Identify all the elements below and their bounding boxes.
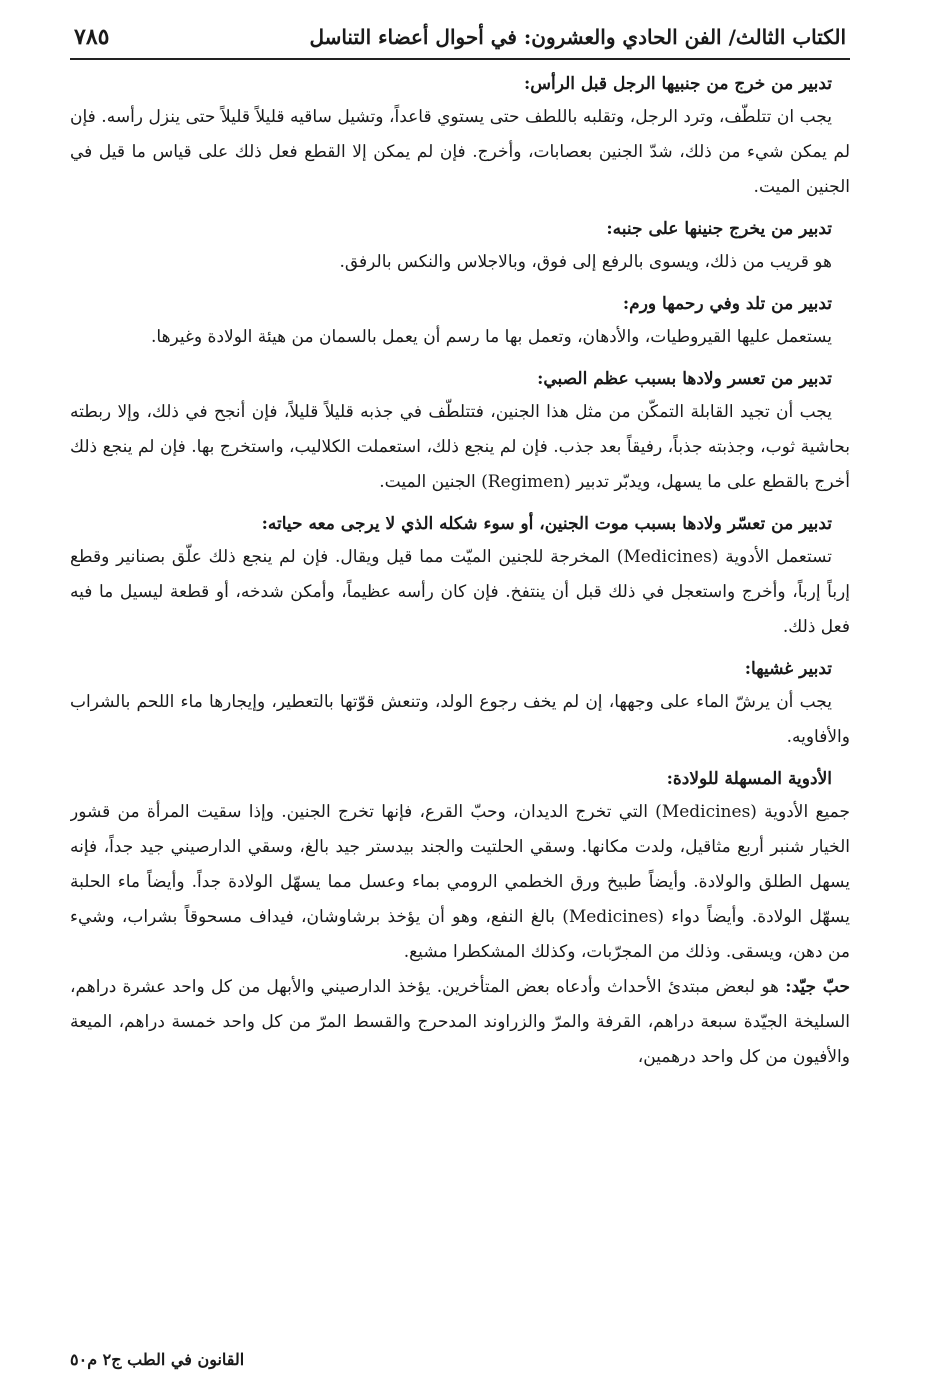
page-body bbox=[70, 70, 850, 1075]
section-paragraph: جميع الأدوية (Medicines) التي تخرج الديدان، وحبّ القرع، فإنها تخرج الجنين. وإذا سقيت المرأة من قشور الخيار شنبر أربع مثاقيل، ولدت مكانها. وسقي الحلتيت والجند بيدستر جيد بالغ، وسقي الدارصيني جيد جداً، فإنه يسهل الطلق والولادة. وأيضاً طبيخ ورق الخطمي الرومي بماء وعسل مما يسهّل الولادة جداً. وأيضاً ماء الحلبة يسهّل الولادة. وأيضاً دواء (Medicines) بالغ النفع، وهو أن يؤخذ برشاوشان، فيداف مسحوقاً بشراب، وشيء من دهن، ويسقى. وذلك من المجرّبات، وكذلك المشكطرا مشيع. bbox=[70, 802, 850, 962]
section-paragraph: يستعمل عليها القيروطيات، والأدهان، وتعمل بها ما رسم أن يعمل بالسمان من هيئة الولادة وغيرها. bbox=[150, 327, 832, 347]
section-paragraph: تستعمل الأدوية (Medicines) المخرجة للجنين الميّت مما قيل ويقال. فإن لم ينجع ذلك علّق بصنانير وقطع إرباً إرباً، وأخرج واستعجل في ذلك قبل أن ينتفخ. فإن كان رأسه عظيماً، وأمكن شدخه، أو قطعة ليسيل ما فيه فعل ذلك. bbox=[70, 547, 850, 637]
section-paragraph: هو قريب من ذلك، ويسوى بالرفع إلى فوق، وبالاجلاس والنكس بالرفق. bbox=[339, 252, 832, 272]
section-heading: تدبير غشيها: bbox=[744, 659, 832, 679]
section-fainting bbox=[70, 655, 850, 755]
section-heading: الأدوية المسهلة للولادة: bbox=[666, 769, 832, 789]
section-heading: تدبير من يخرج جنينها على جنبه: bbox=[606, 219, 832, 239]
book-page bbox=[70, 22, 850, 1372]
section-heading: تدبير من تعسر ولادها بسبب عظم الصبي: bbox=[537, 369, 832, 389]
section-heading: تدبير من خرج من جنبيها الرجل قبل الرأس: bbox=[523, 74, 832, 94]
section-paragraph: يجب أن يرشّ الماء على وجهها، إن لم يخف رجوع الولد، وتنعش قوّتها بالتعطير، وإيجارها ماء اللحم بالشراب والأفاويه. bbox=[70, 692, 850, 747]
section-uterine-swelling bbox=[70, 290, 850, 355]
section-paragraph: يجب ان تتلطّف، وترد الرجل، وتقلبه باللطف حتى يستوي قاعداً، وتشيل ساقيه قليلاً قليلاً حتى ينزل رأسه. فإن لم يمكن شيء من ذلك، شدّ الجنين بعصابات، وأخرج. فإن لم يمكن إلا القطع فعل ذلك على قياس ما قيل في الجنين الميت. bbox=[70, 107, 850, 197]
running-header bbox=[70, 22, 850, 60]
running-title: الكتاب الثالث/ الفن الحادي والعشرون: في أحوال أعضاء التناسل bbox=[309, 25, 846, 49]
recipe-lead: حبّ جيّد: bbox=[785, 977, 850, 997]
section-heading: تدبير من تعسّر ولادها بسبب موت الجنين، أو سوء شكله الذي لا يرجى معه حياته: bbox=[261, 514, 832, 534]
section-paragraph: يجب أن تجيد القابلة التمكّن من مثل هذا الجنين، فتتلطّف في جذبه قليلاً قليلاً، فإن أنجح في ذلك، وإلا ربطته بحاشية ثوب، وجذبته جذباً، رفيقاً بعد جذب. فإن لم ينجع ذلك، استعملت الكلاليب، واستخرج بها. فإن لم ينجع ذلك أخرج بالقطع على ما يسهل، ويدبّر تدبير (Regimen) الجنين الميت. bbox=[70, 402, 850, 492]
section-dead-fetus bbox=[70, 510, 850, 645]
recipe-text: هو لبعض مبتدئ الأحداث وأدعاه بعض المتأخرين. يؤخذ الدارصيني والأبهل من كل واحد عشرة دراهم، السليخة الجيّدة سبعة دراهم، القرفة والمرّ والزراوند المدحرج والقسط المرّ من كل واحد خمسة دراهم، الميعة والأفيون من كل واحد درهمين، bbox=[70, 977, 850, 1067]
section-head-first-breech bbox=[70, 70, 850, 205]
section-heading: تدبير من تلد وفي رحمها ورم: bbox=[622, 294, 832, 314]
recipe-paragraph bbox=[70, 970, 850, 1075]
section-large-infant bbox=[70, 365, 850, 500]
page-number: ٧٨٥ bbox=[74, 24, 110, 50]
footer-signature: القانون في الطب ج٢ م٥٠ bbox=[70, 1350, 245, 1369]
section-laxative-medicines bbox=[70, 765, 850, 970]
page-footer bbox=[70, 1348, 850, 1372]
section-side-presentation bbox=[70, 215, 850, 280]
